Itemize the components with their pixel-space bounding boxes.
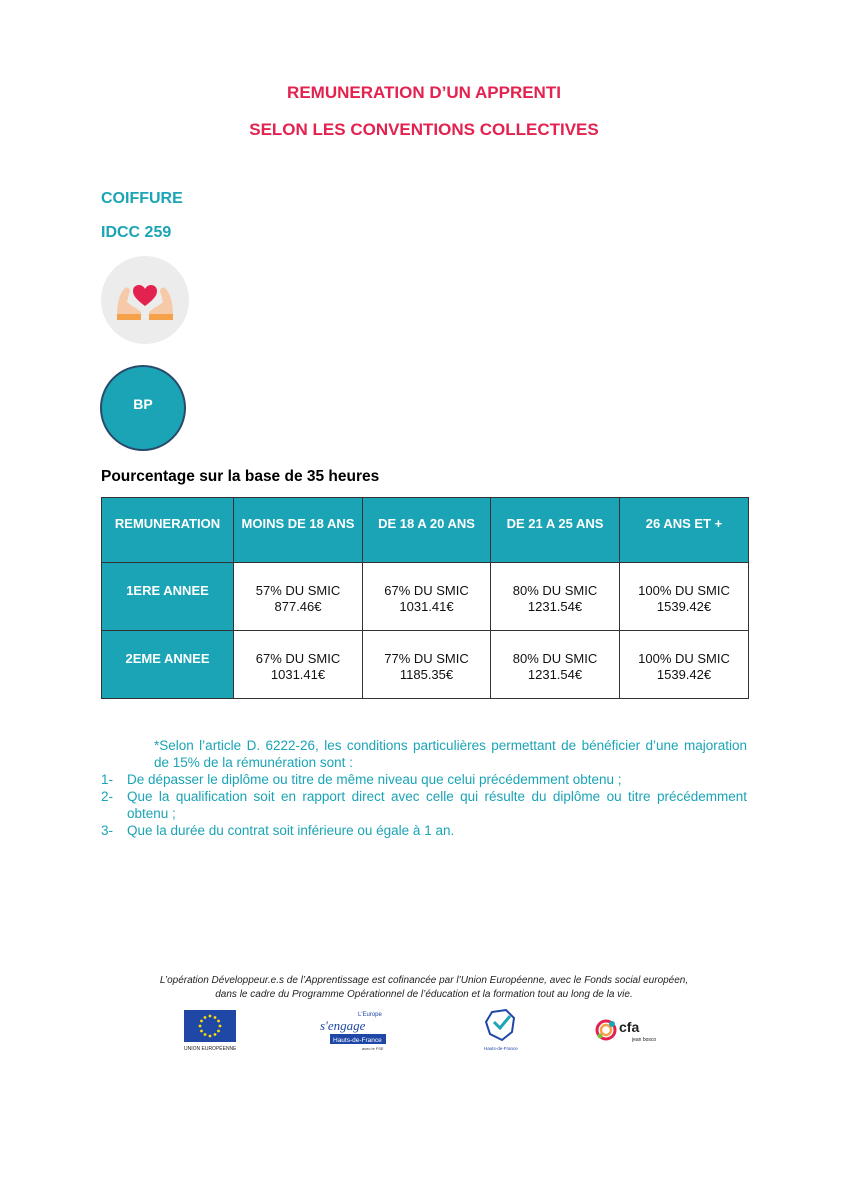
eu-label: UNION EUROPÉENNE	[184, 1046, 236, 1052]
document-title-line2: SELON LES CONVENTIONS COLLECTIVES	[249, 120, 599, 139]
eu-flag-logo	[184, 1010, 236, 1057]
table-cell	[491, 563, 620, 631]
cell-amount: 1539.42€	[656, 599, 712, 614]
partner-logos	[0, 1008, 848, 1056]
cell-percentage: 100% DU SMIC	[638, 583, 730, 598]
list-text: Que la durée du contrat soit inférieure ou égale à 1 an.	[127, 823, 455, 838]
care-hands-heart-icon	[101, 256, 189, 344]
header-under-18: MOINS DE 18 ANS	[234, 498, 363, 563]
list-number: 2-	[101, 789, 114, 804]
list-item	[101, 822, 747, 839]
diploma-badge	[100, 365, 186, 451]
table-cell	[620, 563, 749, 631]
list-number: 1-	[101, 772, 114, 787]
cell-amount: 1231.54€	[527, 667, 583, 682]
table-cell	[363, 563, 491, 631]
region-hauts-de-france-logo	[480, 1008, 524, 1059]
funding-statement	[0, 974, 848, 1002]
list-item	[101, 788, 747, 822]
list-number: 3-	[101, 823, 114, 838]
header-21-25: DE 21 A 25 ANS	[491, 498, 620, 563]
document-title-line1: REMUNERATION D’UN APPRENTI	[287, 83, 561, 102]
europe-engage-logo	[318, 1008, 390, 1059]
funding-line1: L’opération Développeur.e.s de l’Apprentissage est cofinancée par l’Union Européenne, avec le Fonds social européen,	[159, 975, 689, 986]
row-label-year1: 1ERE ANNEE	[102, 563, 234, 631]
list-text: Que la qualification soit en rapport direct avec celle qui résulte du diplôme ou titre précédemment obtenu ;	[127, 789, 747, 821]
cfa-jean-bosco-logo	[594, 1016, 666, 1051]
cell-percentage: 80% DU SMIC	[512, 651, 598, 666]
europe-engage-text: s'engage	[320, 1018, 366, 1033]
idcc-code: IDCC 259	[101, 224, 172, 241]
funding-line2: dans le cadre du Programme Opérationnel de l’éducation et la formation tout au long de la vie.	[215, 989, 633, 1000]
cell-percentage: 80% DU SMIC	[512, 583, 598, 598]
table-cell	[620, 631, 749, 699]
europe-region-text: Hauts-de-France	[333, 1037, 382, 1044]
table-header-row	[102, 498, 749, 563]
cell-amount: 1185.35€	[399, 667, 454, 682]
cfa-main-text: cfa	[619, 1019, 640, 1035]
cell-amount: 877.46€	[274, 599, 322, 614]
cell-percentage: 100% DU SMIC	[638, 651, 730, 666]
header-18-20: DE 18 A 20 ANS	[363, 498, 491, 563]
table-caption: Pourcentage sur la base de 35 heures	[101, 468, 380, 485]
table-row	[102, 563, 749, 631]
row-label-year2: 2EME ANNEE	[102, 631, 234, 699]
sector-name: COIFFURE	[101, 190, 183, 207]
diploma-label: BP	[133, 396, 153, 412]
conditions-list	[101, 771, 747, 839]
europe-sub-text: avec le FSE	[362, 1046, 384, 1051]
cell-percentage: 67% DU SMIC	[384, 583, 469, 598]
majoration-note	[101, 737, 747, 839]
table-row	[102, 631, 749, 699]
note-intro: *Selon l’article D. 6222-26, les conditions particulières permettant de bénéficier d’une majoration de 15% de la rémunération sont :	[154, 738, 747, 770]
table-cell	[363, 631, 491, 699]
cell-amount: 1031.41€	[270, 667, 326, 682]
header-26-plus: 26 ANS ET +	[620, 498, 749, 563]
cell-amount: 1231.54€	[527, 599, 583, 614]
cell-amount: 1031.41€	[399, 599, 454, 614]
region-label: Hauts-de-France	[484, 1046, 518, 1051]
cfa-sub-text: jean bosco	[632, 1037, 657, 1043]
remuneration-table	[101, 497, 749, 699]
cell-percentage: 67% DU SMIC	[255, 651, 341, 666]
cell-percentage: 57% DU SMIC	[255, 583, 341, 598]
header-remuneration: REMUNERATION	[102, 498, 234, 563]
cell-percentage: 77% DU SMIC	[384, 651, 469, 666]
table-cell	[234, 563, 363, 631]
cell-amount: 1539.42€	[656, 667, 712, 682]
table-cell	[234, 631, 363, 699]
list-text: De dépasser le diplôme ou titre de même niveau que celui précédemment obtenu ;	[127, 772, 622, 787]
list-item	[101, 771, 747, 788]
europe-top-text: L'Europe	[358, 1012, 382, 1018]
table-cell	[491, 631, 620, 699]
